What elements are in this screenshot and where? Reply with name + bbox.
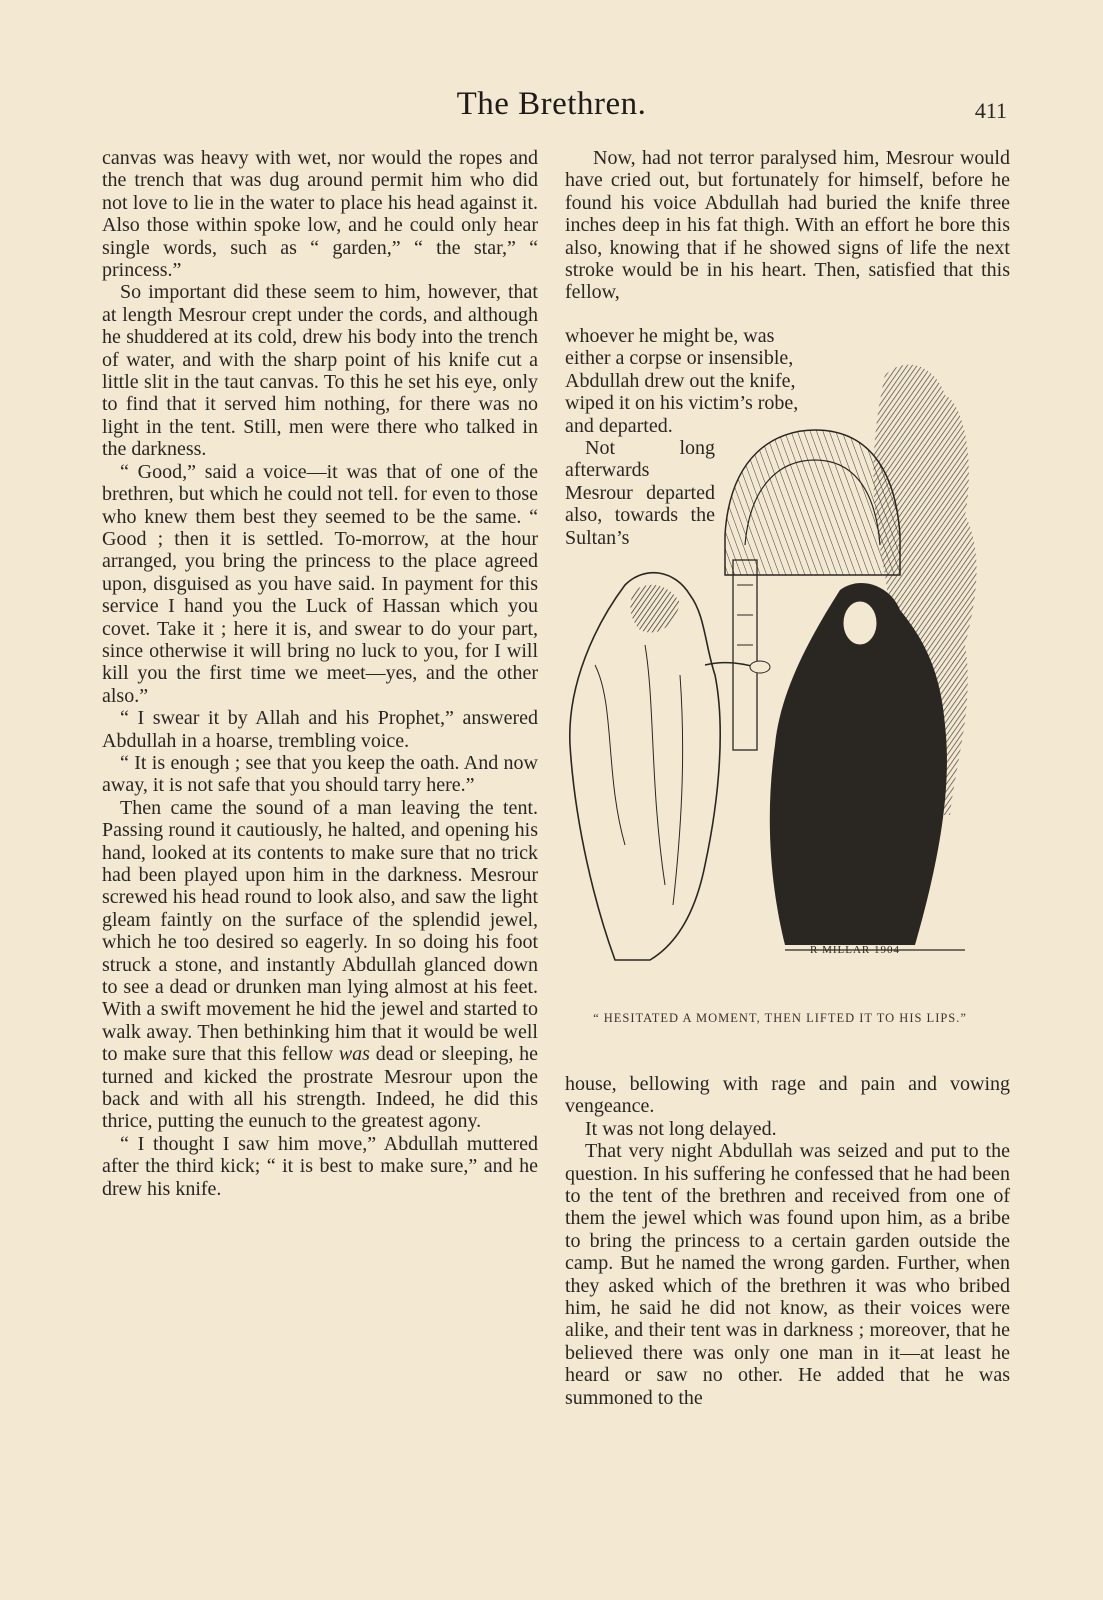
paragraph: Not long afterwards Mesrour departed also, towards the Sultan’s <box>565 437 715 549</box>
paragraph: “ I thought I saw him move,” Abdullah muttered after the third kick; “ it is best to make sure,” and he drew his knife. <box>102 1132 538 1200</box>
paragraph: Now, had not terror paralysed him, Mesrour would have cried out, but fortunately for himself, before he found his voice Abdullah had buried the knife three inches deep in his fat thigh. With an effort he bore this also, knowing that if he showed signs of life the next stroke would be in his heart. Then, satisfied that this fellow, <box>565 147 1010 304</box>
paragraph: “ It is enough ; see that you keep the oath. And now away, it is not safe that you should tarry here.” <box>102 751 538 797</box>
paragraph <box>102 797 538 1133</box>
wrap-line: Abdullah drew out the knife, <box>565 369 796 392</box>
wrap-line: either a corpse or insensible, <box>565 347 794 370</box>
wrap-line: whoever he might be, was <box>565 325 775 347</box>
paragraph: “ I swear it by Allah and his Prophet,” answered Abdullah in a hoarse, trembling voice. <box>102 707 538 752</box>
paragraph: It was not long delayed. <box>585 1117 777 1140</box>
archway <box>725 430 900 575</box>
right-column-top <box>565 147 1010 304</box>
illustration-caption: “ HESITATED A MOMENT, THEN LIFTED IT TO HIS LIPS.” <box>593 1011 967 1025</box>
illustration <box>555 345 1015 990</box>
paragraph: “ Good,” said a voice—it was that of one of the brethren, but which he could not tell. for even to those who knew them best they seemed to be the same. “ Good ; then it is settled. To-morrow, at the hour arranged, you bring the princess to the place agreed upon, disguised as you have said. In payment for this service I hand you the Luck of Hassan which you covet. Take it ; here it is, and swear to do your part, since otherwise it will bring no luck to you, for I will kill you the first time we meet—yes, and the other also.” <box>102 460 538 707</box>
artist-signature: R MILLAR 1904 <box>810 944 900 956</box>
wrap-line: wiped it on his victim’s robe, <box>565 392 799 415</box>
paragraph: That very night Abdullah was seized and put to the question. In his suffering he confessed that he had been to the tent of the brethren and received from one of them the jewel which was found upon him, as a bribe to bring the princess to a certain garden outside the camp. But he named the wrong garden. Further, when they asked which of the brethren it was who bribed him, he said he did not know, as their voices were alike, and their tent was in darkness ; moreover, that he believed there was only one man in it—at least he heard or saw no other. He added that he was summoned to the <box>565 1140 1010 1409</box>
emphasis: was <box>338 1043 370 1066</box>
woman-face <box>843 601 877 645</box>
paragraph: house, bellowing with rage and pain and vowing vengeance. <box>565 1073 1010 1118</box>
wrap-line: and departed. <box>565 414 673 437</box>
paragraph: So important did these seem to him, however, that at length Mesrour crept under the cords, and although he shuddered at its cold, drew his body into the trench of water, and with the sharp point of his knife cut a little slit in the taut canvas. To this he set his eye, only to find that it served him nothing, for there was no light in the tent. Still, men were there who talked in the darkness. <box>102 281 538 461</box>
right-column-bottom <box>565 1073 1010 1409</box>
paragraph-text: dead or sleeping, he turned and kicked the prostrate Mesrour upon the back and with all his strength. Indeed, he did this thrice, putting the eunuch to the greatest agony. <box>102 1043 539 1133</box>
running-title: The Brethren. <box>456 86 647 122</box>
page-number: 411 <box>974 98 1007 123</box>
paragraph-text: Then came the sound of a man leaving the tent. Passing round it cautiously, he halted, and opening his hand, looked at its contents to make sure that no trick had been played upon him in the darkness. Mesrour screwed his head round to look also, and saw the light gleam faintly on the surface of the splendid jewel, which he too desired so eagerly. In so doing his foot struck a stone, and instantly Abdullah glanced down to see a dead or drunken man lying almost at his feet. With a swift movement he hid the jewel and started to walk away. Then bethinking him that it would be well to make sure that this fellow <box>102 796 538 1066</box>
paragraph: canvas was heavy with wet, nor would the ropes and the trench that was dug around permit him who did not love to lie in the water to place his head against it. Also those within spoke low, and he could only hear single words, such as “ garden,” “ the star,” “ princess.” <box>102 147 538 282</box>
left-column <box>102 147 538 1200</box>
